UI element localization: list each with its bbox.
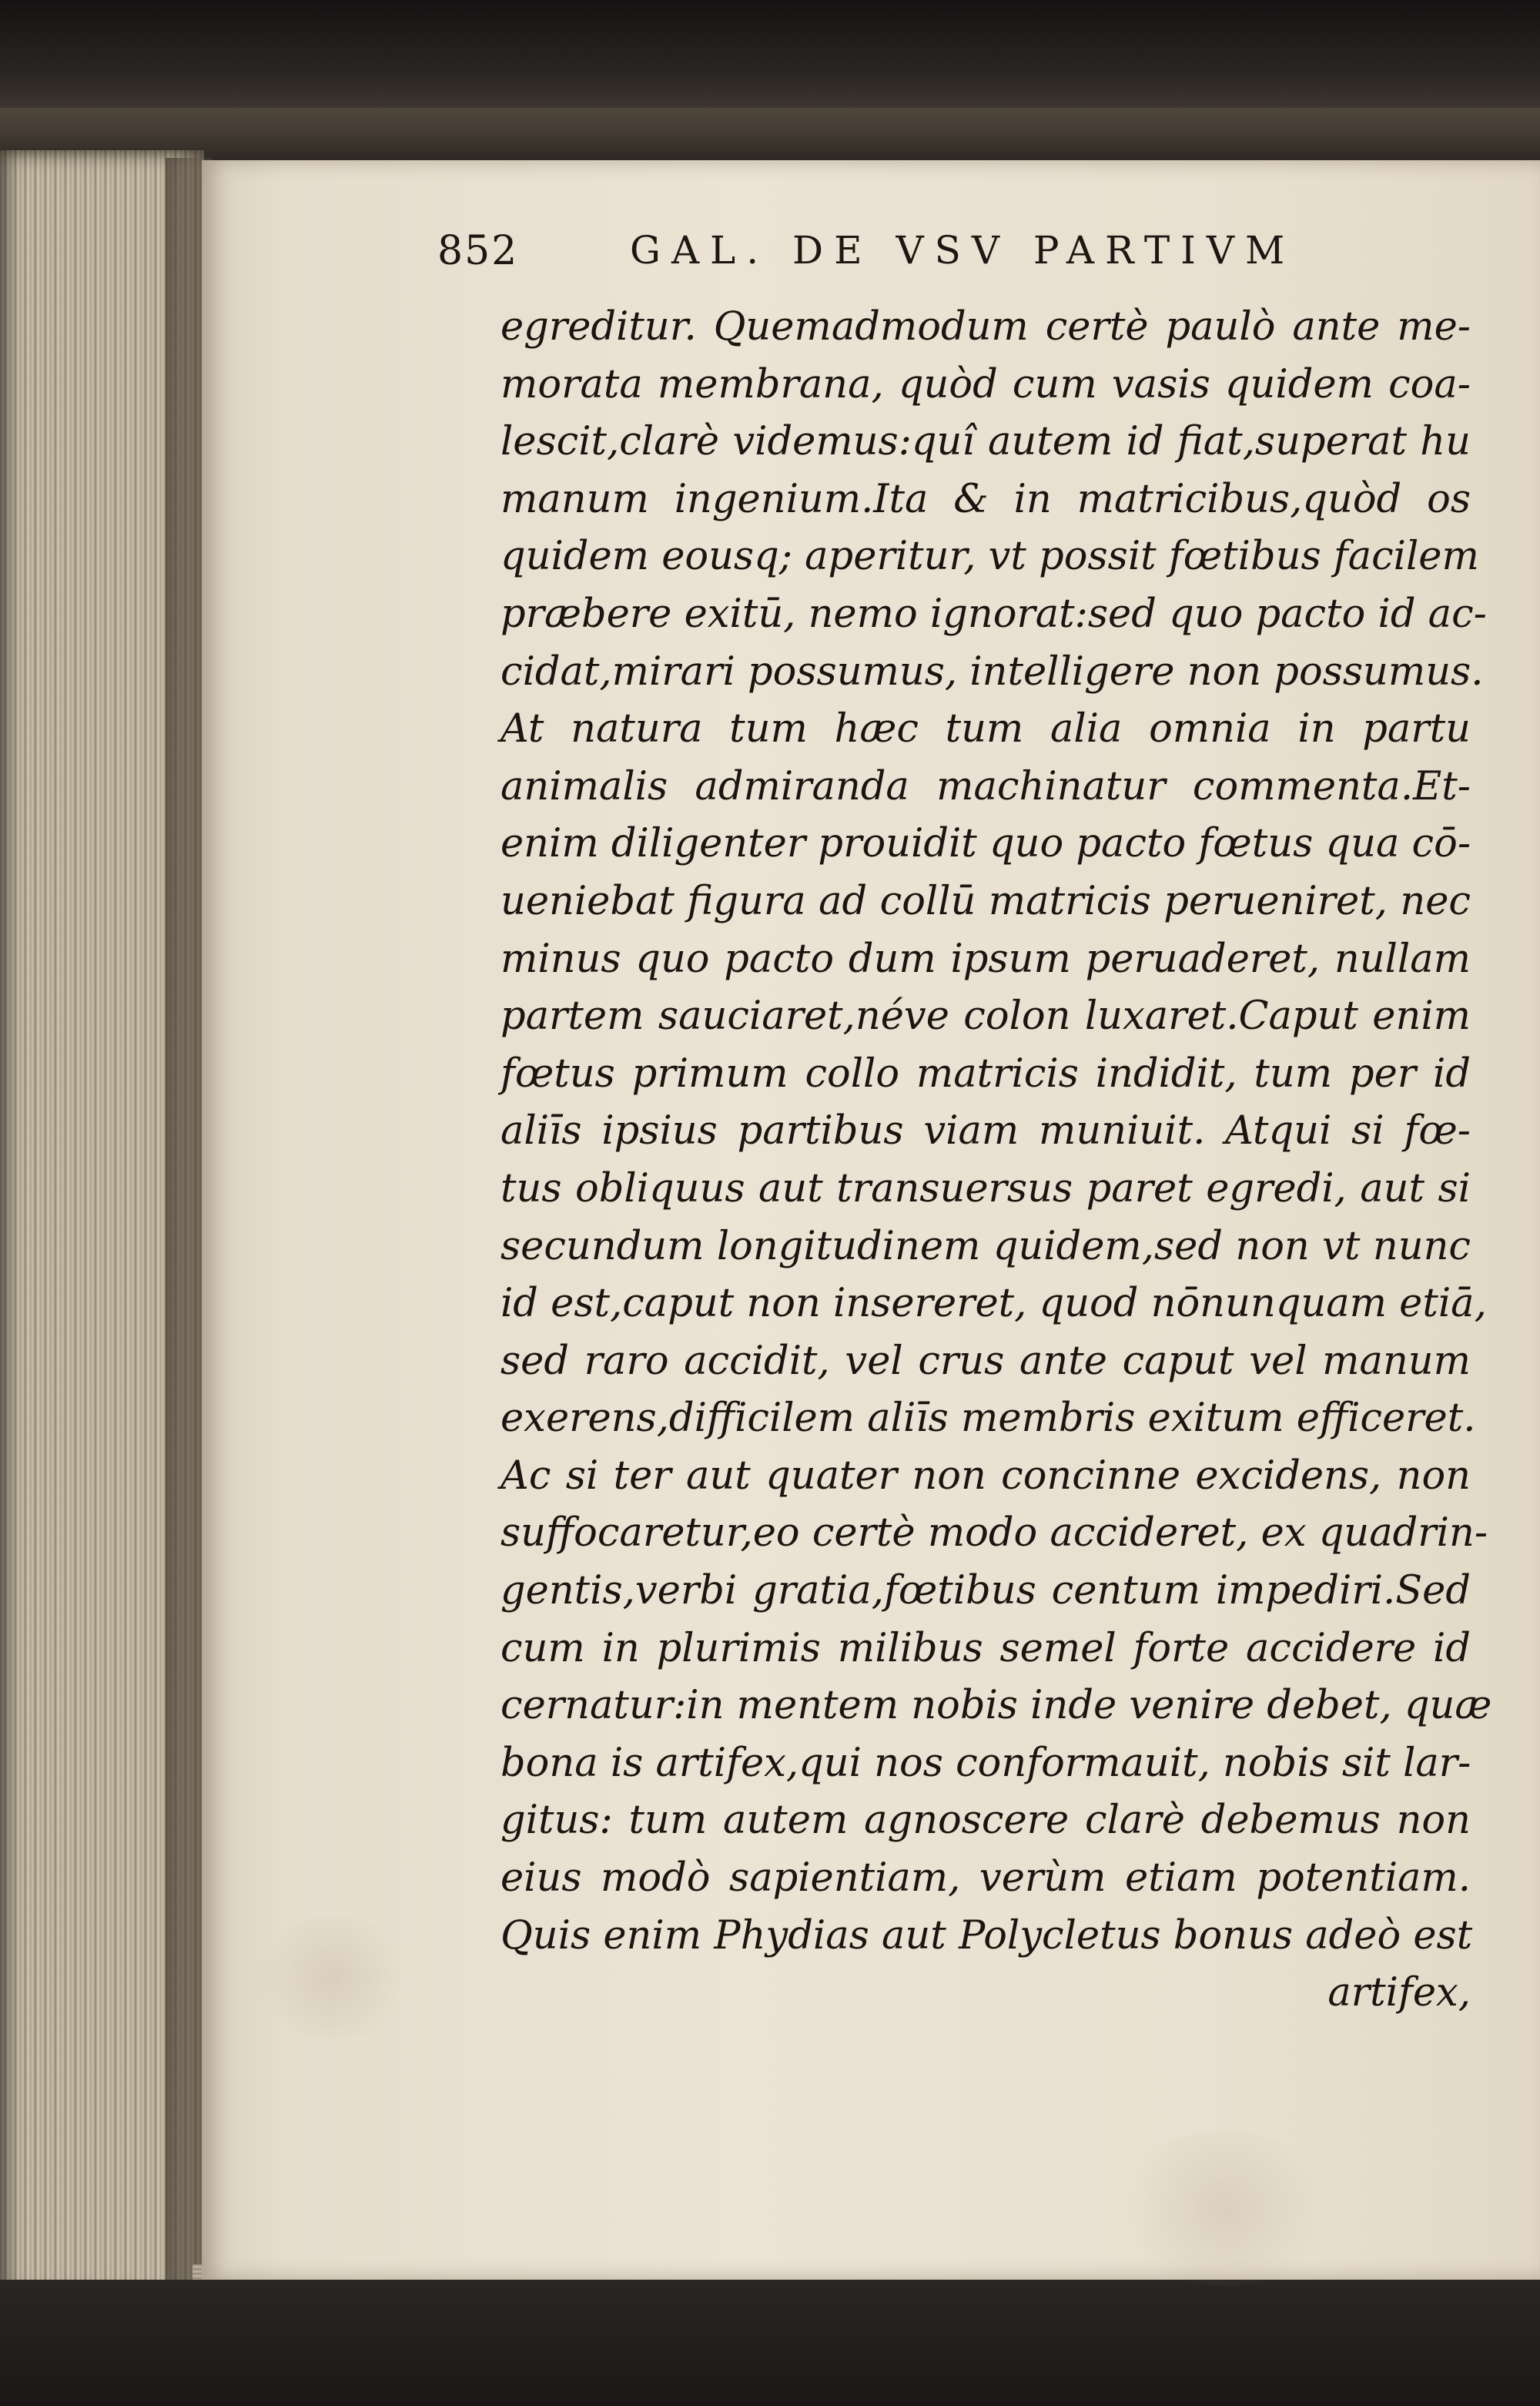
text-line: lescit,clarè videmus:quî autem id fiat,superat hu bbox=[500, 419, 1471, 465]
text-line: minus quo pacto dum ipsum peruaderet, nullam bbox=[500, 936, 1471, 982]
text-line: Ac si ter aut quater non concinne excidens, non bbox=[500, 1453, 1471, 1499]
text-line: manum ingenium.Ita & in matricibus,quòd os bbox=[500, 476, 1471, 522]
text-line: cum in plurimis milibus semel forte accidere id bbox=[500, 1625, 1471, 1671]
text-line: quidem eousq; aperitur, vt possit fœtibus facilem bbox=[500, 534, 1479, 580]
paper-stain bbox=[248, 1916, 417, 2039]
text-line: bona is artifex,qui nos conformauit, nobis sit lar- bbox=[500, 1740, 1471, 1786]
text-line: enim diligenter prouidit quo pacto fœtus qua cō- bbox=[500, 821, 1471, 867]
text-line: egreditur. Quemadmodum certè paulò ante me- bbox=[500, 304, 1471, 350]
text-line: id est,caput non insereret, quod nōnunquam etiā, bbox=[500, 1281, 1487, 1327]
text-line: ueniebat figura ad collū matricis perueniret, nec bbox=[500, 878, 1471, 924]
text-line: fœtus primum collo matricis indidit, tum per id bbox=[500, 1051, 1471, 1097]
text-line: eius modò sapientiam, verùm etiam potentiam. bbox=[500, 1855, 1471, 1902]
catchword: artifex, bbox=[1327, 1970, 1471, 2016]
text-line: gentis,verbi gratia,fœtibus centum impediri.Sed bbox=[500, 1568, 1471, 1614]
page-number: 852 bbox=[437, 228, 519, 274]
text-line: gitus: tum autem agnoscere clarè debemus non bbox=[500, 1798, 1471, 1844]
text-line: sed raro accidit, vel crus ante caput vel manum bbox=[500, 1338, 1471, 1384]
text-line: cernatur:in mentem nobis inde venire debet, quæ bbox=[500, 1683, 1492, 1729]
book-bottom-cover bbox=[0, 2280, 1540, 2406]
text-line: secundum longitudinem quidem,sed non vt nunc bbox=[500, 1223, 1471, 1269]
text-line: exerens,difficilem aliīs membris exitum efficeret. bbox=[500, 1396, 1476, 1442]
text-line: aliīs ipsius partibus viam muniuit. Atqui si fœ- bbox=[500, 1108, 1471, 1154]
text-line: cidat,mirari possumus, intelligere non possumus. bbox=[500, 648, 1484, 695]
running-head bbox=[437, 228, 1361, 290]
text-line: suffocaretur,eo certè modo accideret, ex quadrin- bbox=[500, 1510, 1488, 1557]
text-line: præbere exitū, nemo ignorat:sed quo pacto id ac- bbox=[500, 591, 1487, 637]
text-line: tus obliquus aut transuersus paret egredi, aut si bbox=[500, 1165, 1471, 1211]
body-text bbox=[500, 299, 1492, 2022]
text-line: morata membrana, quòd cum vasis quidem coa- bbox=[500, 361, 1471, 407]
paper-stain bbox=[1110, 2132, 1341, 2286]
text-line: animalis admiranda machinatur commenta.Et- bbox=[500, 763, 1471, 809]
text-line: Quis enim Phydias aut Polycletus bonus adeò est bbox=[500, 1912, 1473, 1959]
running-title: GAL. DE VSV PARTIVM bbox=[630, 228, 1296, 273]
text-line: partem sauciaret,néve colon luxaret.Caput enim bbox=[500, 994, 1471, 1040]
text-line: At natura tum hæc tum alia omnia in partu bbox=[500, 706, 1471, 752]
